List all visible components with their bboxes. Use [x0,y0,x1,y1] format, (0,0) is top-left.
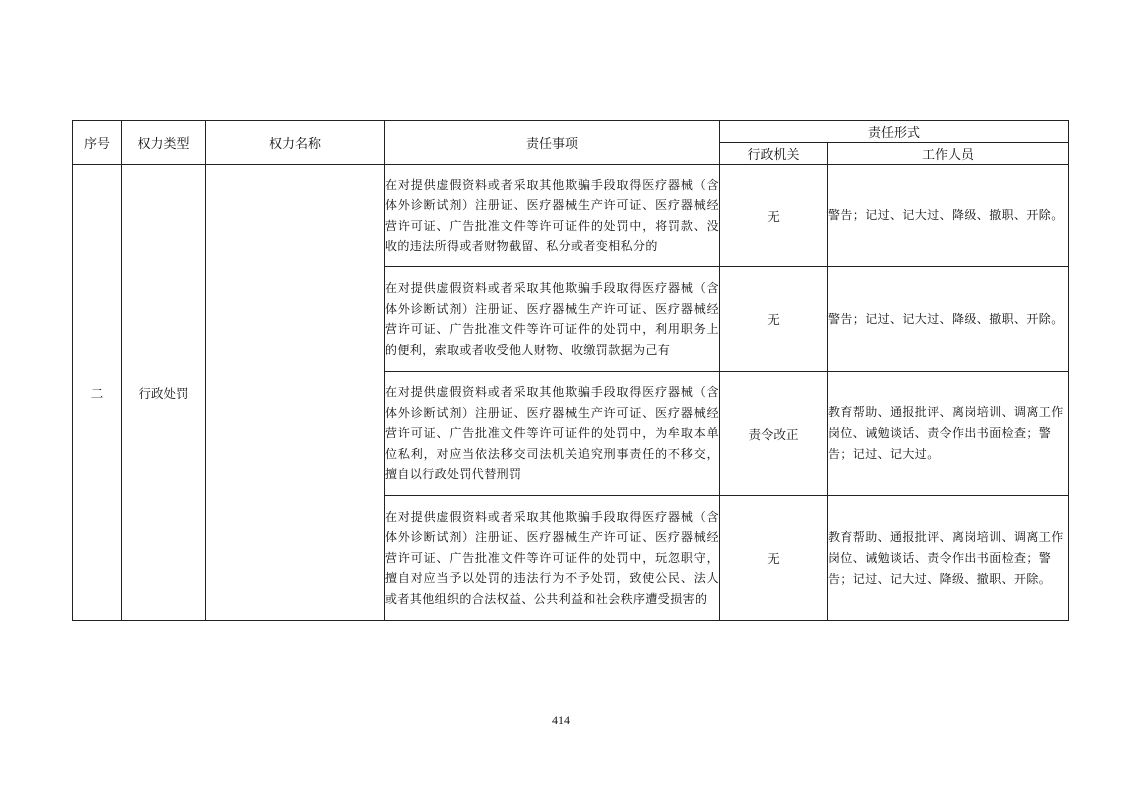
cell-matter: 在对提供虚假资料或者采取其他欺骗手段取得医疗器械（含体外诊断试剂）注册证、医疗器械生产许可证、医疗器械经营许可证、广告批准文件等许可证件的处罚中，玩忽职守，擅自对应当予以处罚的违法行为不予处罚，致使公民、法人或者其他组织的合法权益、公共利益和社会秩序遭受损害的 [385,496,720,621]
cell-staff: 教育帮助、通报批评、离岗培训、调离工作岗位、诫勉谈话、责令作出书面检查；警告；记过、记大过。 [828,372,1069,496]
header-row-top [73,121,1069,143]
header-power-type: 权力类型 [122,121,206,165]
responsibility-table [72,120,1069,621]
cell-staff: 警告；记过、记大过、降级、撤职、开除。 [828,165,1069,267]
cell-matter: 在对提供虚假资料或者采取其他欺骗手段取得医疗器械（含体外诊断试剂）注册证、医疗器械生产许可证、医疗器械经营许可证、广告批准文件等许可证件的处罚中，将罚款、没收的违法所得或者财物截留、私分或者变相私分的 [385,165,720,267]
cell-power-name [206,165,385,621]
cell-matter: 在对提供虚假资料或者采取其他欺骗手段取得医疗器械（含体外诊断试剂）注册证、医疗器械生产许可证、医疗器械经营许可证、广告批准文件等许可证件的处罚中，为牟取本单位私利，对应当依法移交司法机关追究刑事责任的不移交，擅自以行政处罚代替刑罚 [385,372,720,496]
cell-staff: 教育帮助、通报批评、离岗培训、调离工作岗位、诫勉谈话、责令作出书面检查；警告；记过、记大过、降级、撤职、开除。 [828,496,1069,621]
header-power-name: 权力名称 [206,121,385,165]
header-responsibility-form: 责任形式 [720,121,1069,143]
cell-matter: 在对提供虚假资料或者采取其他欺骗手段取得医疗器械（含体外诊断试剂）注册证、医疗器械生产许可证、医疗器械经营许可证、广告批准文件等许可证件的处罚中，利用职务上的便利，索取或者收受他人财物、收缴罚款据为己有 [385,267,720,372]
header-seq: 序号 [73,121,122,165]
table-row [73,165,1069,267]
header-agency: 行政机关 [720,143,828,165]
cell-power-type: 行政处罚 [122,165,206,621]
cell-agency: 无 [720,267,828,372]
header-staff: 工作人员 [828,143,1069,165]
cell-staff: 警告；记过、记大过、降级、撤职、开除。 [828,267,1069,372]
header-responsibility-matter: 责任事项 [385,121,720,165]
cell-agency: 无 [720,496,828,621]
cell-seq: 二 [73,165,122,621]
cell-agency: 责令改正 [720,372,828,496]
page-number: 414 [552,713,570,727]
cell-agency: 无 [720,165,828,267]
